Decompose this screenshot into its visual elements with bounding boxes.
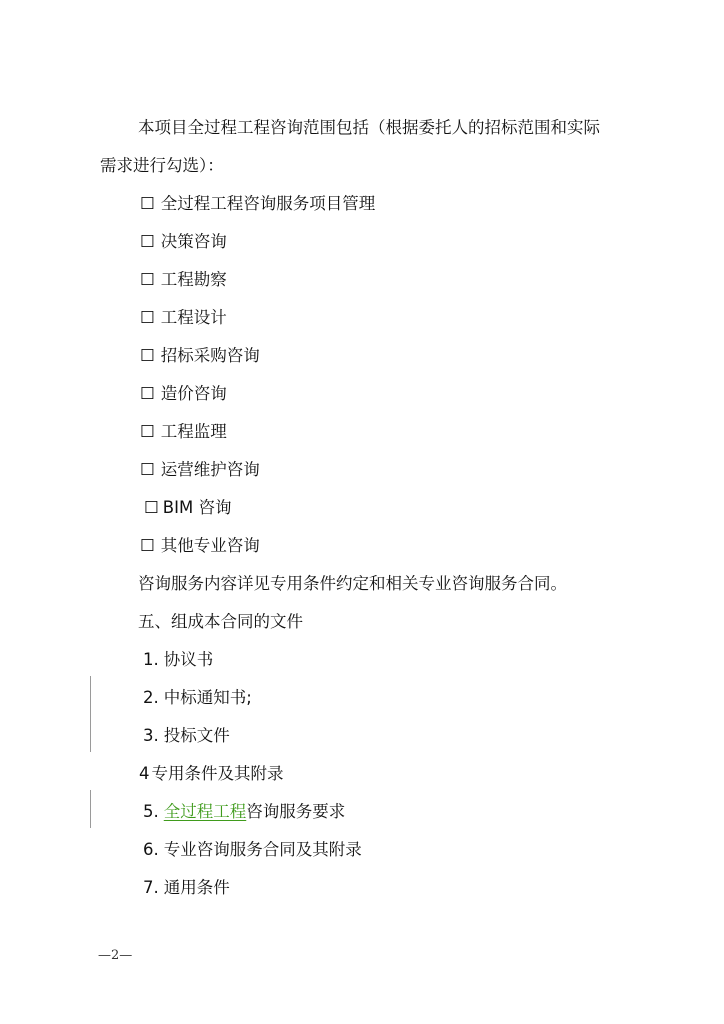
scope-option-cost-consulting[interactable]	[140, 384, 227, 404]
checkbox-icon[interactable]: ☐	[140, 536, 155, 555]
revision-margin-bar	[90, 676, 91, 752]
list-item	[143, 878, 230, 898]
scope-note: 咨询服务内容详见专用条件约定和相关专业咨询服务合同。	[138, 574, 567, 593]
list-item-text: 专业咨询服务合同及其附录	[163, 840, 362, 859]
scope-option-decision-consulting[interactable]	[140, 232, 227, 252]
scope-option-label: 招标采购咨询	[160, 346, 260, 365]
list-item-text: 协议书	[163, 650, 214, 669]
scope-option-full-process-management[interactable]	[140, 194, 375, 214]
scope-option-other[interactable]	[140, 536, 260, 556]
checkbox-icon[interactable]: ☐	[140, 308, 155, 327]
list-item-text: 专用条件及其附录	[151, 764, 284, 783]
scope-option-label: 工程勘察	[160, 270, 227, 289]
scope-option-label: 工程监理	[160, 422, 227, 441]
checkbox-icon[interactable]: ☐	[140, 270, 155, 289]
scope-option-label: 运营维护咨询	[160, 460, 260, 479]
page-number: —2—	[98, 948, 133, 963]
checkbox-icon[interactable]: ☐	[140, 384, 155, 403]
intro-paragraph-line-2: 需求进行勾选）：	[100, 156, 224, 175]
scope-option-survey[interactable]	[140, 270, 227, 290]
scope-option-label: BIM 咨询	[162, 498, 232, 517]
intro-paragraph-line-1: 本项目全过程工程咨询范围包括（根据委托人的招标范围和实际	[138, 118, 600, 137]
list-item	[143, 726, 230, 746]
list-item-text: 咨询服务要求	[246, 802, 346, 821]
scope-option-label: 全过程工程咨询服务项目管理	[160, 194, 376, 213]
scope-option-operation-maintenance[interactable]	[140, 460, 260, 480]
list-item	[143, 840, 362, 860]
list-item-number: 4	[139, 764, 150, 783]
list-item-number: 7.	[143, 878, 159, 897]
checkbox-icon[interactable]: ☐	[144, 498, 159, 517]
scope-option-label: 其他专业咨询	[160, 536, 260, 555]
list-item	[143, 802, 345, 822]
scope-option-label: 决策咨询	[160, 232, 227, 251]
list-item-number: 2.	[143, 688, 159, 707]
scope-option-label: 造价咨询	[160, 384, 227, 403]
scope-option-procurement[interactable]	[140, 346, 260, 366]
list-item	[143, 650, 213, 670]
checkbox-icon[interactable]: ☐	[140, 460, 155, 479]
list-item-number: 6.	[143, 840, 159, 859]
list-item	[143, 688, 252, 708]
list-item-number: 1.	[143, 650, 159, 669]
scope-option-bim[interactable]	[144, 498, 231, 518]
list-item	[139, 764, 284, 784]
list-item-text: 通用条件	[163, 878, 230, 897]
checkbox-icon[interactable]: ☐	[140, 232, 155, 251]
list-item-text: 投标文件	[163, 726, 230, 745]
checkbox-icon[interactable]: ☐	[140, 422, 155, 441]
checkbox-icon[interactable]: ☐	[140, 194, 155, 213]
scope-option-design[interactable]	[140, 308, 227, 328]
full-process-link[interactable]: 全过程工程	[163, 802, 247, 821]
section-heading: 五、组成本合同的文件	[138, 612, 303, 631]
list-item-number: 5.	[143, 802, 159, 821]
list-item-text: 中标通知书;	[163, 688, 252, 707]
revision-margin-bar	[90, 790, 91, 828]
list-item-number: 3.	[143, 726, 159, 745]
scope-option-label: 工程设计	[160, 308, 227, 327]
checkbox-icon[interactable]: ☐	[140, 346, 155, 365]
scope-option-supervision[interactable]	[140, 422, 227, 442]
